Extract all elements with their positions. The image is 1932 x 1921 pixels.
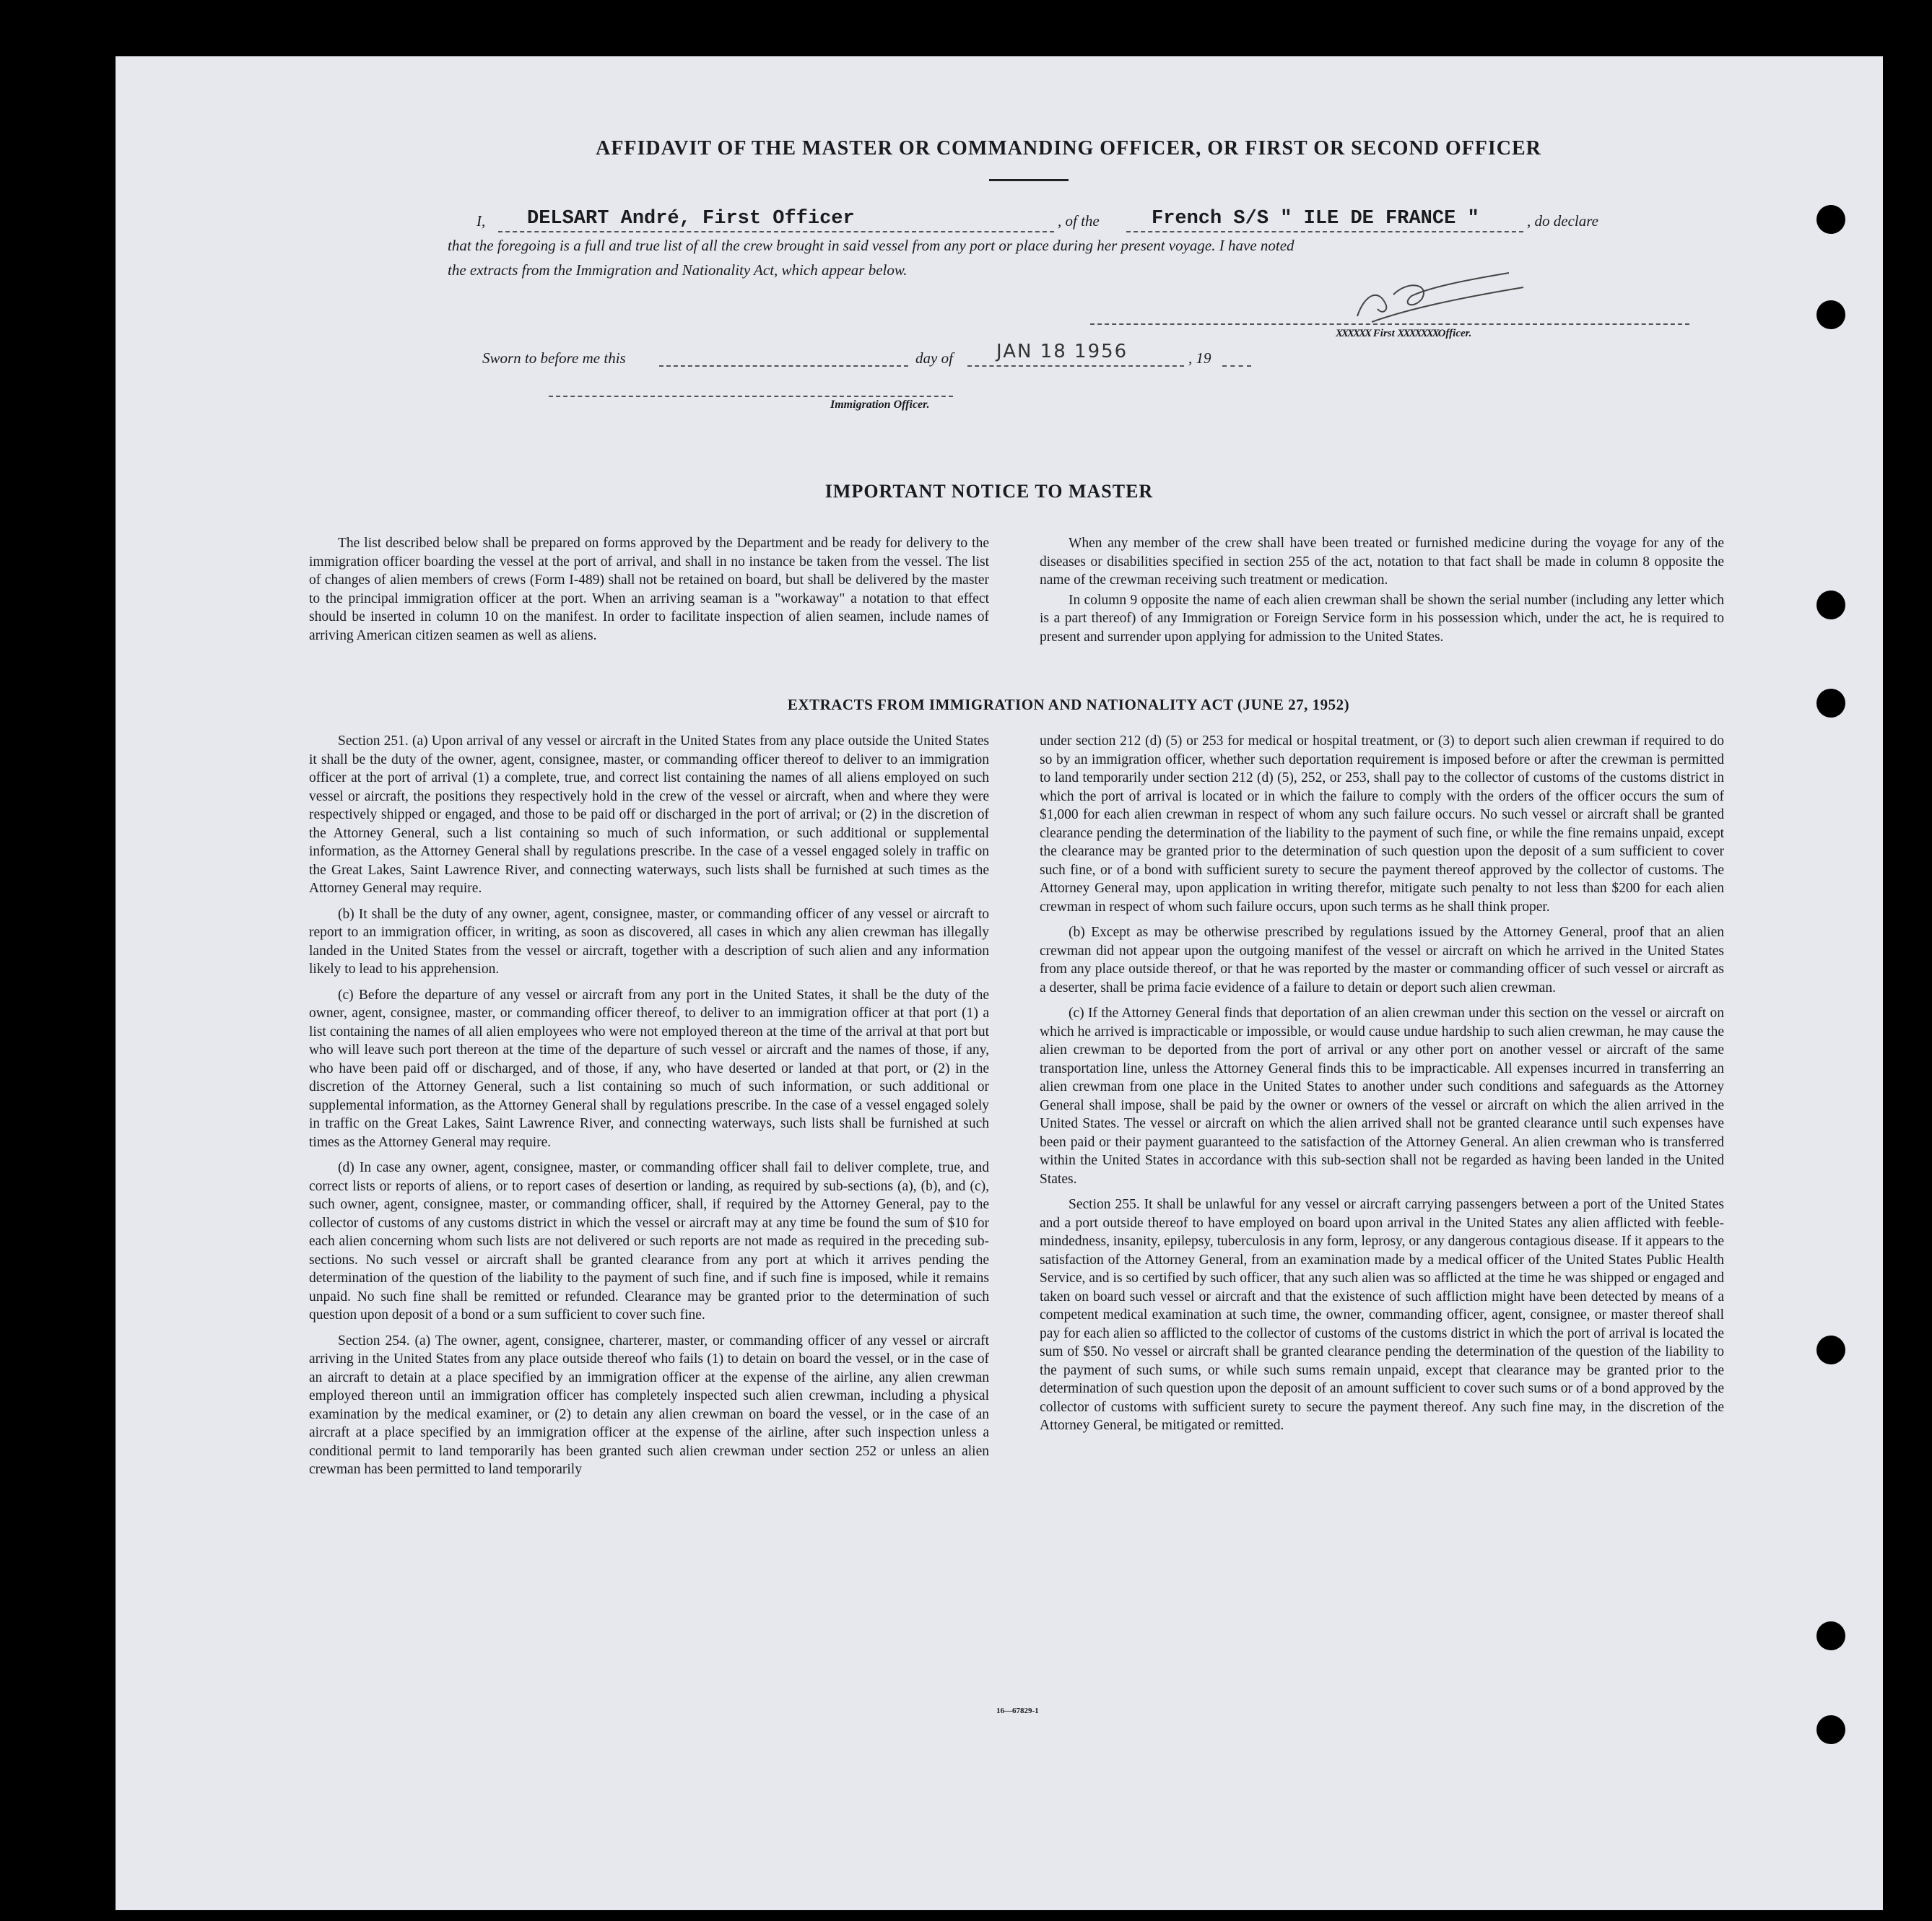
punch-hole <box>1816 689 1845 718</box>
officer-caption <box>1336 328 1471 340</box>
year-label: , 19 <box>1188 349 1211 367</box>
struck-caption-2: XXXXXXX <box>1397 328 1438 339</box>
act-section: under section 212 (d) (5) or 253 for medical or hospital treatment, or (3) to deport such alien crewman if required to do so by an immigration officer, whether such deportation requirement is imposed before or after the crewman is permitted to land temporarily under section 212 (d) (5), 252, or 253, shall pay to the collector of customs of the customs district in which the port of arrival is located or in which the failure to comply with the orders of the officer occurs the sum of $1,000 for each alien crewman in respect of whom any such failure occurs. No such vessel or aircraft shall be granted clearance pending the determination of the liability to the payment of such fine, or while the fine remains unpaid, except the clearance may be granted prior to the determination of such question upon the deposit of a sum sufficient to cover such fine, or of a bond with sufficient surety to secure the payment thereof approved by the collector of customs. The Attorney General may, upon application in writing therefor, mitigate such penalty to not less than $200 for each alien crewman in respect of whom such failure occurs, upon such terms as he shall think proper. <box>1040 733 1724 915</box>
notice-paragraph: In column 9 opposite the name of each alien crewman shall be shown the serial number (including any letter which is a part thereof) of any Immigration or Foreign Service form in his possession which, under the act, he is required to present and surrender upon applying for admission to the United States. <box>1040 592 1724 645</box>
sworn-day-blank <box>659 345 908 367</box>
i-label: I, <box>477 212 486 230</box>
form-code: 16—67829-1 <box>996 1707 1039 1715</box>
do-declare-label: , do declare <box>1527 212 1598 230</box>
declaration-line <box>477 206 1697 235</box>
act-section: Section 255. It shall be unlawful for any vessel or aircraft carrying passengers between a port of the United States and a port outside thereof to have employed on board upon arrival in the United States any alien afflicted with feeble-mindedness, insanity, epilepsy, tuberculosis in any form, leprosy, or any dangerous contagious disease. If it appears to the satisfaction of the Attorney General, from an examination made by a medical officer of the United States Public Health Service, and is so certified by such officer, that any such alien was so afflicted at the time he was shipped or engaged and taken on board such vessel or aircraft and that the existence of such affliction might have been detected by means of a competent medical examination at such time, the owner, commanding officer, agent, consignee, or master thereof shall pay for each alien so afflicted to the collector of customs of the customs district in which the port of arrival is located the sum of $50. No vessel or aircraft shall be granted clearance pending the determination of the question of the liability to the payment of such sums, or while such sums remain unpaid, except that clearance may be granted prior to the determination of such question upon the deposit of an amount sufficient to cover such sums or of a bond approved by the collector of customs with sufficient surety to secure the payment thereof. Any such fine may, in the discretion of the Attorney General, be mitigated or remitted. <box>1040 1197 1724 1433</box>
sworn-line <box>482 341 1421 374</box>
extracts-title: EXTRACTS FROM IMMIGRATION AND NATIONALITY ACT (JUNE 27, 1952) <box>787 696 1350 713</box>
caption-first: First <box>1372 328 1395 339</box>
act-section: Section 251. (a) Upon arrival of any vessel or aircraft in the United States from any place outside the United States it shall be the duty of the owner, agent, consignee, master, or commanding officer thereof to deliver to an immigration officer at the port of arrival (1) a complete, true, and correct list containing the names of all aliens employed on such vessel or aircraft, the positions they respectively hold in the crew of the vessel or aircraft, when and where they were respectively shipped or engaged, and those to be paid off or discharged in the port of arrival; or (2) in the discretion of the Attorney General, such a list containing so much of such information, or such additional or supplemental information, as the Attorney General shall by regulations prescribe. In the case of a vessel engaged solely in traffic on the Great Lakes, Saint Lawrence River, and connecting waterways, such lists shall be furnished at such times as the Attorney General may require. <box>309 733 989 896</box>
punch-hole <box>1816 300 1845 329</box>
notice-paragraph: The list described below shall be prepared on forms approved by the Department and be ready for delivery to the immigration officer boarding the vessel at the port of arrival, and shall in no instance be taken from the vessel. The list of changes of alien members of crews (Form I-489) shall not be retained on board, but shall be delivered by the master to the principal immigration officer at the port. When an arriving seaman is a "workaway" a notation to that effect should be inserted in column 10 on the manifest. In order to facilitate inspection of alien seamen, include names of arriving American citizen seamen as well as aliens. <box>309 536 989 643</box>
year-blank <box>1222 345 1251 367</box>
immigration-officer-line <box>549 396 953 397</box>
punch-hole <box>1816 1336 1845 1364</box>
sworn-date-stamp: JAN 18 1956 <box>996 341 1128 362</box>
of-the-label: , of the <box>1058 212 1100 230</box>
title-underline <box>989 179 1069 181</box>
notice-left-column <box>309 534 989 652</box>
struck-caption: XXXXXX <box>1336 328 1371 339</box>
act-section: (c) If the Attorney General finds that deportation of an alien crewman under this section on the vessel or aircraft on which he arrived is impracticable or impossible, or would cause undue hardship to such alien crewman, he may cause the alien crewman to be deported from the port of arrival or any other port on another vessel or aircraft of the same transportation line, unless the Attorney General finds this to be impracticable. All expenses incurred in transferring an alien crewman from one place in the United States to another under such conditions and safeguards as the Attorney General shall impose, shall be paid by the owner or owners of the vessel or aircraft on which the alien arrived in the United States. The vessel or aircraft on which the alien arrived shall not be granted clearance until such expenses have been paid or their payment guaranteed to the satisfaction of the Attorney General. An alien crewman who is transferred within the United States in accordance with this sub-section shall not be regarded as having been landed in the United States. <box>1040 1006 1724 1187</box>
document-page <box>116 56 1883 1910</box>
notice-title: IMPORTANT NOTICE TO MASTER <box>824 481 1154 502</box>
day-of-label: day of <box>915 349 953 367</box>
punch-hole <box>1816 1715 1845 1744</box>
act-section: (d) In case any owner, agent, consignee, master, or commanding officer shall fail to deliver complete, true, and correct lists or reports of aliens, or to report cases of desertion or landing, as required by sub-sections (a), (b), and (c), such owner, agent, consignee, master, or commanding officer, shall, if required by the Attorney General, pay to the collector of customs of any customs district in which the vessel or aircraft may at any time be found the sum of $10 for each alien concerning whom such lists are not delivered or such reports are not made as required in the preceding sub-sections. No such vessel or aircraft shall be granted clearance from any port at which it arrives pending the determination of the question of the liability to the payment of such fine, and if such fine is imposed, while it remains unpaid. No such fine shall be remitted or refunded. Clearance may be granted prior to the determination of such question upon deposit of a bond or a sum sufficient to cover such fine. <box>309 1160 989 1323</box>
caption-officer: Officer. <box>1437 328 1472 339</box>
notice-right-column <box>1040 534 1724 653</box>
declarant-name: DELSART André, First Officer <box>527 208 855 230</box>
affidavit-title: AFFIDAVIT OF THE MASTER OR COMMANDING OFFICER, OR FIRST OR SECOND OFFICER <box>596 137 1541 160</box>
sworn-label: Sworn to before me this <box>482 349 626 367</box>
officer-signature <box>1343 266 1531 331</box>
act-section: (b) Except as may be otherwise prescribed by regulations issued by the Attorney General, proof that an alien crewman did not appear upon the outgoing manifest of the vessel or aircraft on which he arrived in the United States from any place outside thereof, or that he was reported by the master or commanding officer of such vessel or aircraft as a deserter, shall be prima facie evidence of a failure to detain or deport such alien crewman. <box>1040 925 1724 996</box>
statement-line-2: the extracts from the Immigration and Nationality Act, which appear below. <box>448 261 908 279</box>
extracts-right-column <box>1040 732 1724 1442</box>
punch-hole <box>1816 205 1845 234</box>
act-section: (c) Before the departure of any vessel or aircraft from any port in the United States, it shall be the duty of the owner, agent, consignee, master, or commanding officer thereof, to deliver to an immigration officer at that port (1) a list containing the names of all alien employees who were not employed thereon at the time of the arrival at that port but who will leave such port thereon at the time of the departure of such vessel or aircraft and the names of those, if any, who have been paid off or discharged, and of those, if any, who have deserted or landed at that port, or (2) in the discretion of the Attorney General, such a list containing so much of such information, or such additional or supplemental information, as the Attorney General shall by regulations prescribe. In the case of a vessel engaged solely in traffic on the Great Lakes, Saint Lawrence River, and connecting waterways, such lists shall be furnished at such times as the Attorney General may require. <box>309 987 989 1150</box>
punch-hole <box>1816 1621 1845 1650</box>
statement-line-1: that the foregoing is a full and true list of all the crew brought in said vessel from any port or place during her present voyage. I have noted <box>448 237 1294 254</box>
act-section: Section 254. (a) The owner, agent, consignee, charterer, master, or commanding officer of any vessel or aircraft arriving in the United States from any place outside thereof who fails (1) to detain on board the vessel, or in the case of an aircraft to detain at a place specified by an immigration officer at the expense of the airline, any alien crewman employed thereon until an immigration officer has completely inspected such alien crewman, including a physical examination by the medical examiner, or (2) to detain any alien crewman on board the vessel, or in the case of an aircraft at a place specified by an immigration officer at the expense of the airline, after such inspection unless a conditional permit to land temporarily has been granted such alien crewman under section 252 or unless an alien crewman has been permitted to land temporarily <box>309 1333 989 1477</box>
act-section: (b) It shall be the duty of any owner, agent, consignee, master, or commanding officer of any vessel or aircraft to report to an immigration officer, in writing, as soon as discovered, all cases in which any alien crewman has illegally landed in the United States from the vessel or aircraft, together with a description of such alien and any information likely to lead to his apprehension. <box>309 906 989 977</box>
extracts-left-column <box>309 732 989 1486</box>
notice-paragraph: When any member of the crew shall have been treated or furnished medicine during the voyage for any of the diseases or disabilities specified in section 255 of the act, notation to that fact shall be made in column 8 opposite the name of the crewman receiving such treatment or medication. <box>1040 536 1724 588</box>
immigration-officer-label: Immigration Officer. <box>830 398 930 411</box>
officer-signature-line <box>1090 323 1689 325</box>
vessel-name: French S/S " ILE DE FRANCE " <box>1152 208 1479 230</box>
punch-hole <box>1816 591 1845 619</box>
